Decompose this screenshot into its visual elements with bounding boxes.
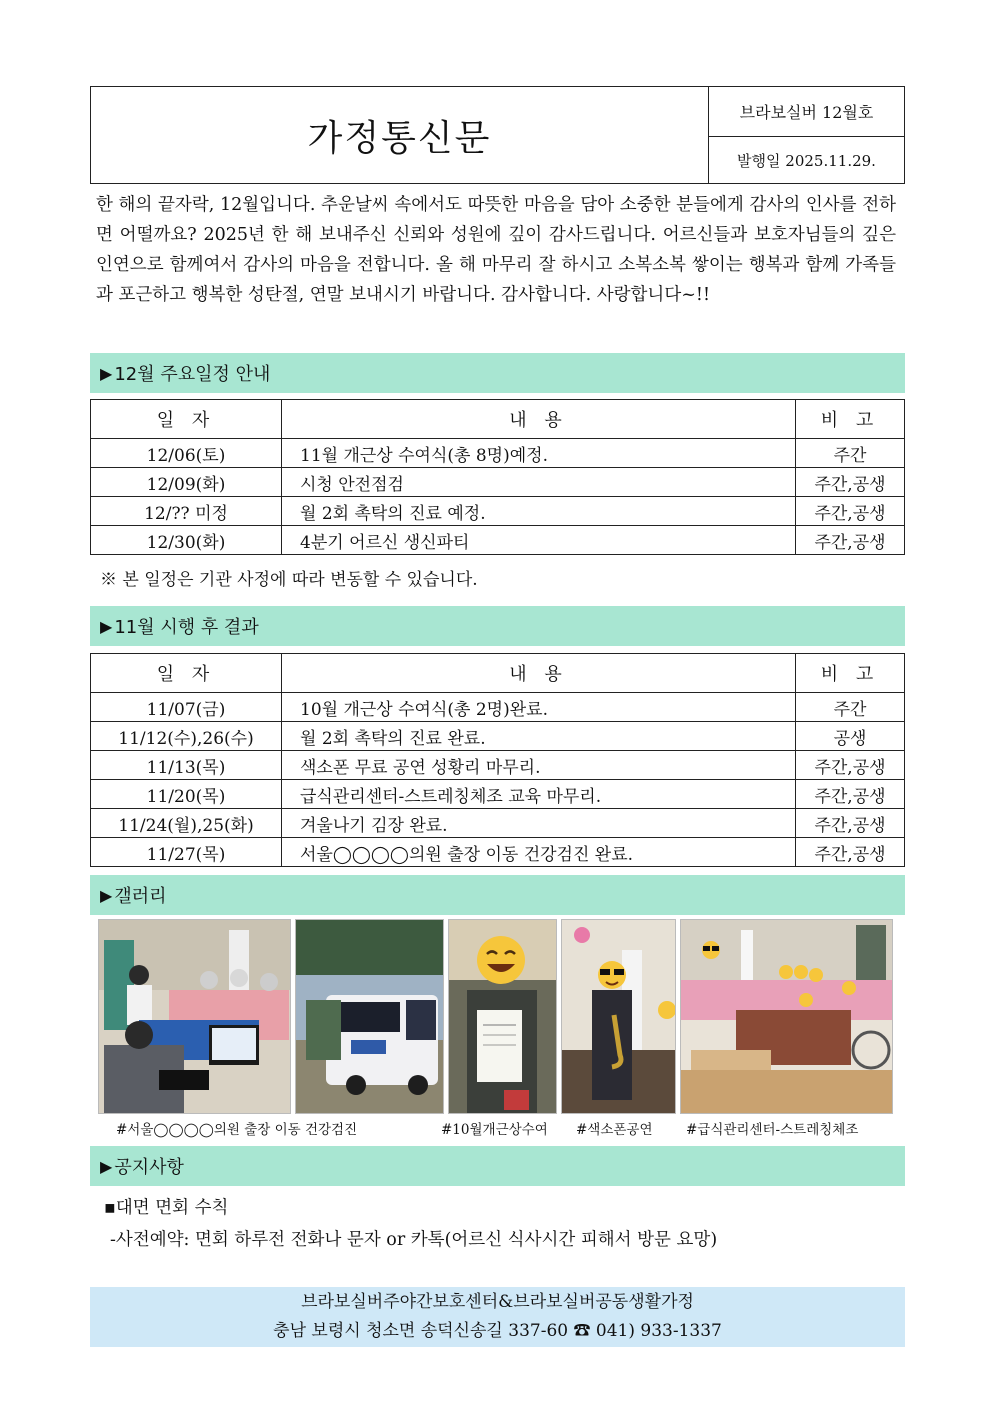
notice-rule-title: ▪대면 면회 수칙 <box>104 1198 229 1218</box>
row-date: 12/?? 미정 <box>91 497 282 526</box>
table-row <box>91 780 905 809</box>
row-note: 주간 <box>796 693 905 722</box>
footer-address: 충남 보령시 청소면 송덕신송길 337-60 ☎ 041) 933-1337 <box>273 1321 722 1341</box>
table-row <box>91 497 905 526</box>
row-note: 주간,공생 <box>796 838 905 867</box>
row-note: 주간,공생 <box>796 751 905 780</box>
row-content: 4분기 어르신 생신파티 <box>282 526 796 555</box>
table-row <box>91 809 905 838</box>
row-content: 월 2회 촉탁의 진료 완료. <box>282 722 796 751</box>
results-section-header <box>90 606 905 646</box>
row-note: 주간,공생 <box>796 809 905 838</box>
publish-date: 발행일 2025.11.29. <box>737 151 876 170</box>
gallery-caption: #서울◯◯◯◯의원 출장 이동 건강검진 <box>116 1122 358 1138</box>
row-date: 12/06(토) <box>91 439 282 468</box>
row-content: 월 2회 촉탁의 진료 예정. <box>282 497 796 526</box>
photo-stretching-class <box>680 919 893 1114</box>
gallery-caption: #10월개근상수여 <box>441 1122 548 1138</box>
footer <box>90 1287 905 1347</box>
row-content: 색소폰 무료 공연 성황리 마무리. <box>282 751 796 780</box>
table-row <box>91 439 905 468</box>
row-content: 10월 개근상 수여식(총 2명)완료. <box>282 693 796 722</box>
schedule-header-row <box>91 400 905 439</box>
gallery-caption: #색소폰공연 <box>576 1122 653 1138</box>
photo-mobile-clinic-bus <box>295 919 444 1114</box>
schedule-table <box>90 399 905 555</box>
results-table <box>90 653 905 867</box>
row-note: 주간 <box>796 439 905 468</box>
photo-attendance-award <box>448 919 557 1114</box>
newsletter-header <box>90 86 905 184</box>
column-header-note: 비 고 <box>796 654 905 693</box>
notice-section-header <box>90 1146 905 1186</box>
gallery-caption: #급식관리센터-스트레칭체조 <box>686 1122 859 1138</box>
table-row <box>91 722 905 751</box>
schedule-footnote: ※ 본 일정은 기관 사정에 따라 변동할 수 있습니다. <box>100 570 478 590</box>
row-date: 11/13(목) <box>91 751 282 780</box>
row-date: 11/12(수),26(수) <box>91 722 282 751</box>
row-content: 11월 개근상 수여식(총 8명)예정. <box>282 439 796 468</box>
row-content: 서울◯◯◯◯의원 출장 이동 건강검진 완료. <box>282 838 796 867</box>
column-header-date: 일 자 <box>91 400 282 439</box>
row-date: 11/20(목) <box>91 780 282 809</box>
footer-organization: 브라보실버주야간보호센터&브라보실버공동생활가정 <box>301 1292 694 1312</box>
notice-rule-detail: -사전예약: 면회 하루전 전화나 문자 or 카톡(어르신 식사시간 피해서 방문 요망) <box>110 1230 718 1250</box>
page-title: 가정통신문 <box>91 87 709 183</box>
row-date: 11/07(금) <box>91 693 282 722</box>
row-date: 11/27(목) <box>91 838 282 867</box>
row-date: 12/09(화) <box>91 468 282 497</box>
results-heading: 11월 시행 후 결과 <box>114 617 259 638</box>
row-note: 주간,공생 <box>796 526 905 555</box>
row-note: 주간,공생 <box>796 468 905 497</box>
row-note: 주간,공생 <box>796 780 905 809</box>
column-header-content: 내 용 <box>282 400 796 439</box>
row-date: 12/30(화) <box>91 526 282 555</box>
photo-health-checkup <box>98 919 291 1114</box>
schedule-section-header <box>90 353 905 393</box>
row-note: 주간,공생 <box>796 497 905 526</box>
column-header-date: 일 자 <box>91 654 282 693</box>
row-date: 11/24(월),25(화) <box>91 809 282 838</box>
column-header-content: 내 용 <box>282 654 796 693</box>
row-content: 급식관리센터-스트레칭체조 교육 마무리. <box>282 780 796 809</box>
triangle-right-icon: ▶ <box>100 363 113 383</box>
photo-saxophone-performance <box>561 919 676 1114</box>
triangle-right-icon: ▶ <box>100 1156 113 1176</box>
schedule-heading: 12월 주요일정 안내 <box>114 364 271 385</box>
table-row <box>91 751 905 780</box>
notice-heading: 공지사항 <box>114 1157 184 1178</box>
gallery-section-header <box>90 875 905 915</box>
table-row <box>91 838 905 867</box>
gallery-heading: 갤러리 <box>114 886 167 907</box>
row-note: 공생 <box>796 722 905 751</box>
results-header-row <box>91 654 905 693</box>
row-content: 겨울나기 김장 완료. <box>282 809 796 838</box>
triangle-right-icon: ▶ <box>100 885 113 905</box>
table-row <box>91 693 905 722</box>
column-header-note: 비 고 <box>796 400 905 439</box>
issue-label: 브라보실버 12월호 <box>709 87 904 137</box>
table-row <box>91 468 905 497</box>
intro-paragraph: 한 해의 끝자락, 12월입니다. 추운날씨 속에서도 따뜻한 마음을 담아 소중한 분들에게 감사의 인사를 전하면 어떨까요? 2025년 한 해 보내주신 신뢰와 성원에 깊이 감사드립니다. 어르신들과 보호자님들의 깊은 인연으로 함께여서 감사의 마음을 전합니다. 올 해 마무리 잘 하시고 소복소복 쌓이는 행복과 함께 가족들과 포근하고 행복한 성탄절, 연말 보내시기 바랍니다. 감사합니다. 사랑합니다~!! <box>96 195 896 305</box>
row-content: 시청 안전점검 <box>282 468 796 497</box>
table-row <box>91 526 905 555</box>
triangle-right-icon: ▶ <box>100 616 113 636</box>
